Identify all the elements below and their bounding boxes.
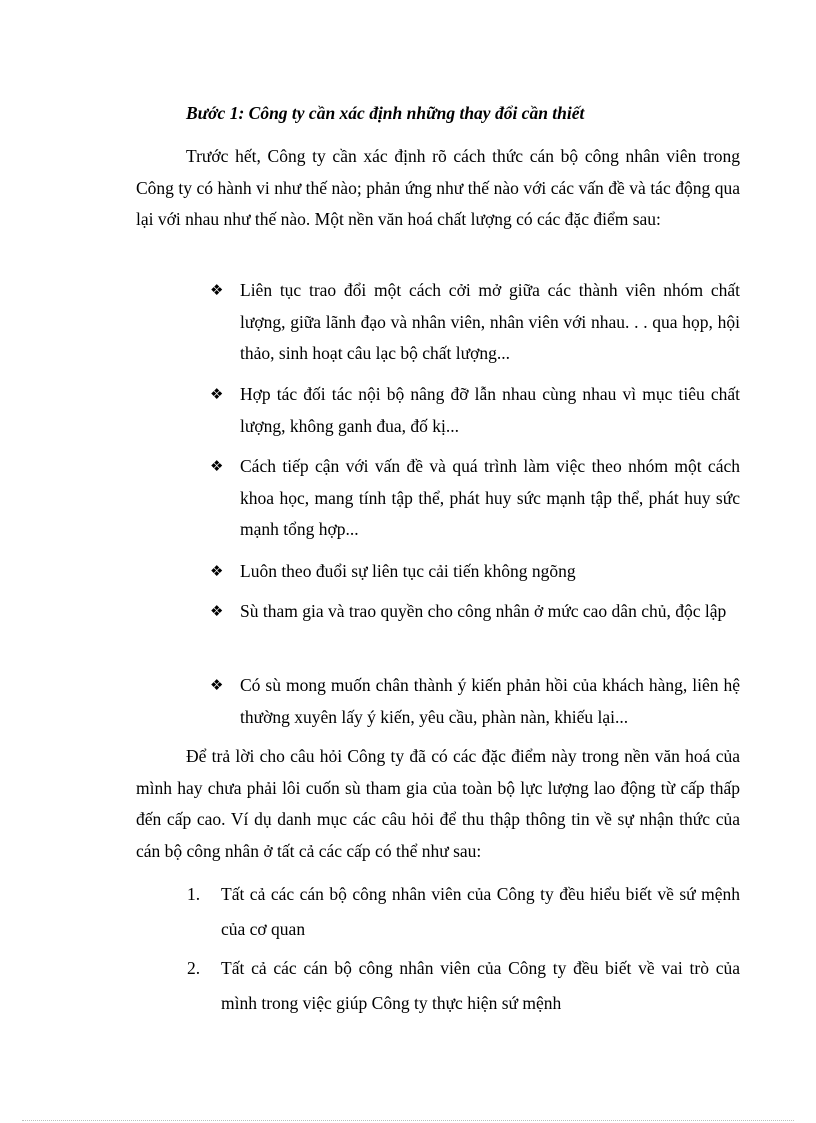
bullet-text: Sù tham gia và trao quyền cho công nhân ở mức cao dân chủ, độc lập [240, 601, 727, 621]
bullet-item [210, 556, 740, 588]
item-number: 1. [187, 884, 201, 904]
diamond-bullet-icon: ❖ [210, 385, 224, 403]
item-number: 2. [187, 958, 201, 978]
bullet-text: Cách tiếp cận với vấn đề và quá trình làm việc theo nhóm một cách khoa học, mang tính tập thể, phát huy sức mạnh tập thể, phát huy sức mạnh tổng hợp... [240, 456, 740, 539]
numbered-item [187, 877, 740, 947]
item-text: Tất cả các cán bộ công nhân viên của Công ty đều biết về vai trò của mình trong việc giúp Công ty thực hiện sứ mệnh [221, 958, 740, 1013]
bullet-text: Hợp tác đối tác nội bộ nâng đỡ lẫn nhau cùng nhau vì mục tiêu chất lượng, không ganh đua, đố kị... [240, 384, 740, 436]
bullet-item [210, 596, 740, 628]
bullet-item [210, 670, 740, 733]
item-text: Tất cả các cán bộ công nhân viên của Công ty đều hiểu biết về sứ mệnh của cơ quan [221, 884, 740, 939]
diamond-bullet-icon: ❖ [210, 562, 224, 580]
bullet-text: Có sù mong muốn chân thành ý kiến phản hồi của khách hàng, liên hệ thường xuyên lấy ý kiến, yêu cầu, phàn nàn, khiếu lại... [240, 675, 740, 727]
page-bottom-divider [22, 1120, 794, 1121]
intro-paragraph: Trước hết, Công ty cần xác định rõ cách thức cán bộ công nhân viên trong Công ty có hành vi như thế nào; phản ứng như thế nào với các vấn đề và tác động qua lại với nhau như thế nào. Một nền văn hoá chất lượng có các đặc điểm sau: [136, 146, 740, 229]
diamond-bullet-icon: ❖ [210, 602, 224, 620]
bullet-item [210, 451, 740, 546]
section-heading: Bước 1: Công ty cần xác định những thay đổi cần thiết [186, 103, 585, 123]
bullet-item [210, 379, 740, 442]
bullet-item [210, 275, 740, 370]
question-intro-paragraph: Để trả lời cho câu hỏi Công ty đã có các đặc điểm này trong nền văn hoá của mình hay chưa phải lôi cuốn sù tham gia của toàn bộ lực lượng lao động từ cấp thấp đến cấp cao. Ví dụ danh mục các câu hỏi để thu thập thông tin về sự nhận thức của cán bộ công nhân ở tất cả các cấp có thể như sau: [136, 746, 740, 861]
diamond-bullet-icon: ❖ [210, 676, 224, 694]
bullet-text: Luôn theo đuổi sự liên tục cải tiến không ngõng [240, 561, 576, 581]
numbered-item [187, 951, 740, 1021]
diamond-bullet-icon: ❖ [210, 457, 224, 475]
diamond-bullet-icon: ❖ [210, 281, 224, 299]
bullet-text: Liên tục trao đổi một cách cởi mở giữa các thành viên nhóm chất lượng, giữa lãnh đạo và nhân viên, nhân viên với nhau. . . qua họp, hội thảo, sinh hoạt câu lạc bộ chất lượng... [240, 280, 740, 363]
